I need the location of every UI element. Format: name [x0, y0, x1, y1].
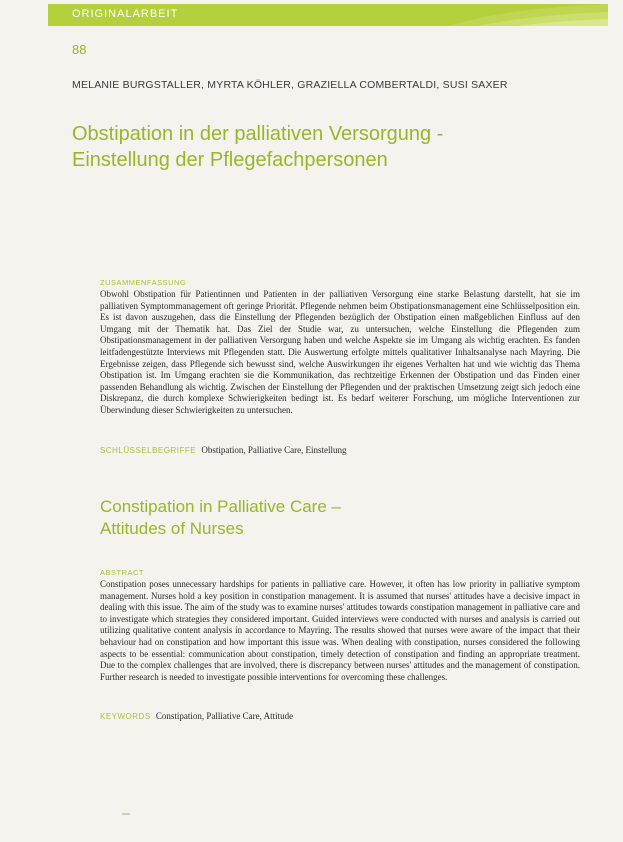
- keywords-german: [100, 445, 347, 455]
- keywords-english-label: KEYWORDS: [100, 712, 151, 721]
- keywords-german-label: SCHLÜSSELBEGRIFFE: [100, 446, 197, 455]
- abstract-english-label: ABSTRACT: [100, 568, 145, 577]
- title-german-line1: Obstipation in der palliativen Versorgung -: [72, 123, 444, 145]
- page-number: 88: [72, 42, 87, 57]
- title-english: [100, 496, 580, 540]
- abstract-german: [100, 278, 580, 417]
- title-english-line2: Attitudes of Nurses: [100, 519, 244, 538]
- title-german: [72, 121, 592, 173]
- title-english-line1: Constipation in Palliative Care –: [100, 497, 341, 516]
- abstract-english-text: Constipation poses unnecessary hardships for patients in palliative care. However, it often has low priority in palliative symptom management. Nurses hold a key position in constipation management. It is assumed that nurses' attitudes have a decisive impact in dealing with this issue. The aim of the study was to examine nurses' attitudes towards constipation management in palliative care and to investigate which strategies they considered important. Guided interviews were conducted with nurses and analysis is carried out utilizing qualitative content analysis in accordance to Mayring. The results showed that nurses were aware of the impact that their behaviour had on constipation and how important this issue was. When dealing with constipation, nurses considered the following aspects to be essential: communication about constipation, timely detection of constipation and finding an appropriate treatment. Due to the complex challenges that are involved, there is discrepancy between nurses' attitudes and the management of constipation. Further research is needed to investigate possible interventions for overcoming these challenges.: [100, 579, 580, 682]
- leaf-decoration-icon: [448, 4, 608, 26]
- header-bar: [48, 4, 608, 26]
- keywords-english: [100, 711, 293, 721]
- abstract-german-text: Obwohl Obstipation für Patientinnen und Patienten in der palliativen Versorgung eine starke Belastung darstellt, hat sie im palliativen Symptommanagement oft geringe Priorität. Pflegende nehmen beim Obstipationsmanagement eine Schlüsselposition ein. Es ist davon auszugehen, dass die Einstellung der Pflegenden bezüglich der Obstipation einen maßgeblichen Einfluss auf den Umgang mit der Thematik hat. Das Ziel der Studie war, zu untersuchen, welche Einstellung die Pflegenden zum Obstipationsmanagement in der palliativen Versorgung haben und welche Aspekte sie im Umgang als wichtig erachten. Es fanden leitfadengestützte Interviews mit Pflegenden statt. Die Auswertung erfolgte mittels qualitativer Inhaltsanalyse nach Mayring. Die Ergebnisse zeigen, dass Pflegende sich bewusst sind, welche Auswirkungen ihr eigenes Verhalten hat und wie wichtig das Thema Obstipation ist. Im Umgang erachten sie die Kommunikation, das rechtzeitige Erkennen der Obstipation und das Finden einer passenden Behandlung als wichtig. Zwischen der Einstellung der Pflegenden und der praktischen Umsetzung zeigt sich jedoch eine Diskrepanz, die durch komplexe Schwierigkeiten bedingt ist. Es bedarf weiterer Forschung, um mögliche Interventionen zur Überwindung dieser Schwierigkeiten zu untersuchen.: [100, 289, 580, 415]
- section-label: ORIGINALARBEIT: [72, 8, 179, 20]
- abstract-german-label: ZUSAMMENFASSUNG: [100, 278, 187, 287]
- title-german-line2: Einstellung der Pflegefachpersonen: [72, 149, 388, 171]
- keywords-german-text: Obstipation, Palliative Care, Einstellung: [201, 445, 347, 455]
- author-list: MELANIE BURGSTALLER, MYRTA KÖHLER, GRAZIELLA COMBERTALDI, SUSI SAXER: [72, 79, 508, 91]
- footer-mark: [122, 813, 130, 815]
- keywords-english-text: Constipation, Palliative Care, Attitude: [155, 711, 294, 721]
- abstract-english: [100, 568, 580, 683]
